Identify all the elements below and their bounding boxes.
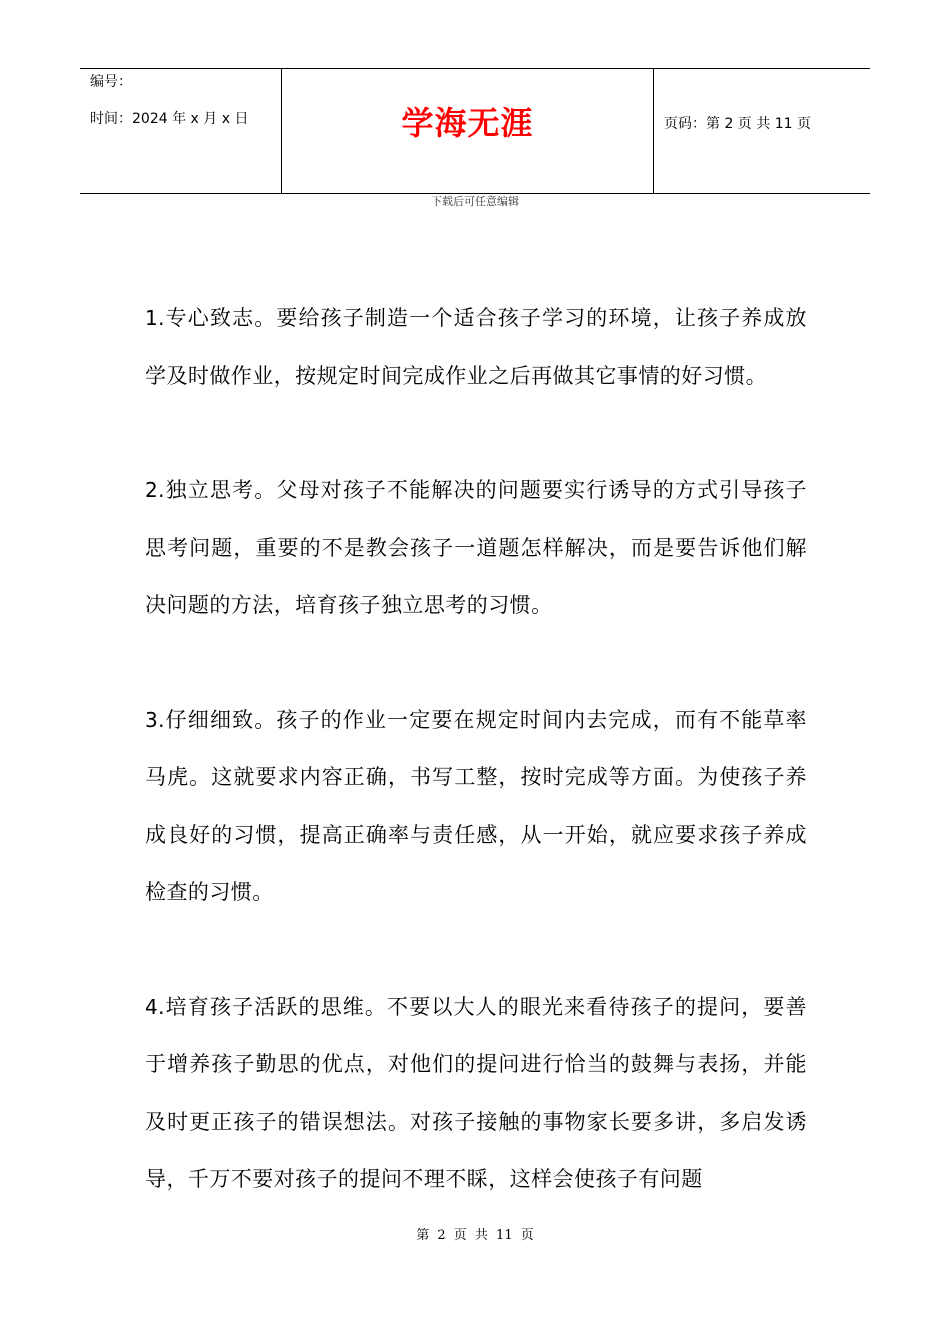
paragraph-text: 仔细细致。孩子的作业一定要在规定时间内去完成，而有不能草率马虎。这就要求内容正确，书写工整，按时完成等方面。为使孩子养成良好的习惯，提高正确率与责任感，从一开始，就应要求孩子养成检查的习惯。 — [145, 707, 807, 904]
download-note: 下载后可任意编辑 — [431, 195, 519, 208]
serial-number-label: 编号： — [90, 74, 132, 90]
page-number-label: 页码：第 2 页 共 11 页 — [664, 116, 811, 132]
paragraph-number: 4. — [145, 994, 165, 1019]
document-title: 学海无涯 — [401, 104, 534, 142]
paragraph-number: 2. — [145, 478, 165, 502]
header-title-cell — [281, 69, 654, 193]
document-body — [145, 290, 807, 1266]
paragraph-number: 3. — [145, 707, 165, 732]
header-left-cell — [80, 69, 281, 193]
paragraph-number: 1. — [145, 306, 165, 330]
paragraph-2 — [145, 462, 807, 635]
header-right-cell — [654, 69, 870, 193]
paragraph-4 — [145, 979, 807, 1209]
date-label: 时间：2024 年 x 月 x 日 — [90, 111, 249, 127]
paragraph-text: 专心致志。要给孩子制造一个适合孩子学习的环境，让孩子养成放学及时做作业，按规定时间完成作业之后再做其它事情的好习惯。 — [145, 306, 807, 388]
page-footer: 第 2 页 共 11 页 — [416, 1228, 534, 1243]
paragraph-1 — [145, 290, 807, 405]
document-header — [80, 68, 870, 194]
paragraph-text: 培育孩子活跃的思维。不要以大人的眼光来看待孩子的提问，要善于增养孩子勤思的优点，对他们的提问进行恰当的鼓舞与表扬，并能及时更正孩子的错误想法。对孩子接触的事物家长要多讲，多启发诱导，千万不要对孩子的提问不理不睬，这样会使孩子有问题 — [145, 994, 807, 1191]
paragraph-3 — [145, 692, 807, 922]
paragraph-text: 独立思考。父母对孩子不能解决的问题要实行诱导的方式引导孩子思考问题，重要的不是教会孩子一道题怎样解决，而是要告诉他们解决问题的方法，培育孩子独立思考的习惯。 — [145, 478, 807, 617]
